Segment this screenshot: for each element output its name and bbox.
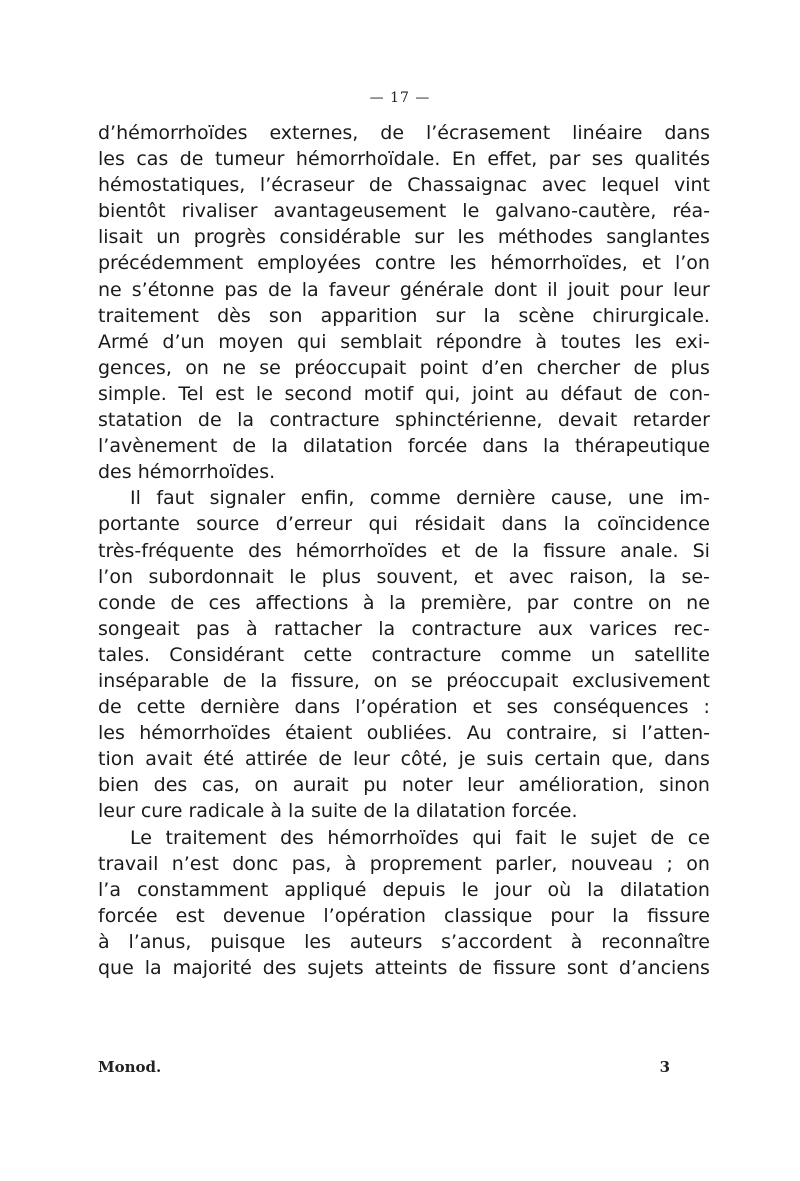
text-line: des hémorrhoïdes. xyxy=(98,461,276,484)
text-line: traitement dès son apparition sur la scène chirurgicale. xyxy=(98,304,710,327)
text-line: forcée est devenue l’opération classique pour la fissure xyxy=(98,904,710,927)
text-line: les cas de tumeur hémorrhoïdale. En effet, par ses qualités xyxy=(98,148,710,171)
text-line: d’hémorrhoïdes externes, de l’écrasement linéaire dans xyxy=(98,122,710,144)
text-line: tion avait été attirée de leur côté, je suis certain que, dans xyxy=(98,748,710,771)
text-line: bientôt rivaliser avantageusement le galvano-cautère, réa- xyxy=(98,200,710,223)
text-line: bien des cas, on aurait pu noter leur amélioration, sinon xyxy=(98,774,710,797)
signature-mark: 3 xyxy=(659,1058,670,1076)
text-line: Le traitement des hémorrhoïdes qui fait le sujet de ce xyxy=(130,826,710,849)
text-line: statation de la contracture sphinctérienne, devait retarder xyxy=(98,409,710,432)
text-line: simple. Tel est le second motif qui, joint au défaut de con- xyxy=(98,382,710,405)
text-line: que la majorité des sujets atteints de fissure sont d’anciens xyxy=(98,957,710,979)
text-line: inséparable de la fissure, on se préoccupait exclusivement xyxy=(98,669,710,692)
text-line: l’avènement de la dilatation forcée dans la thérapeutique xyxy=(98,435,710,458)
text-line: ne s’étonne pas de la faveur générale dont il jouit pour leur xyxy=(98,278,710,301)
text-line: songeait pas à rattacher la contracture aux varices rec- xyxy=(98,617,710,640)
text-line: lisait un progrès considérable sur les méthodes sanglantes xyxy=(98,226,710,249)
text-line: à l’anus, puisque les auteurs s’accordent à reconnaître xyxy=(98,930,710,953)
body-text xyxy=(98,120,710,981)
text-line: de cette dernière dans l’opération et ses conséquences : xyxy=(98,696,710,719)
text-line: portante source d’erreur qui résidait dans la coïncidence xyxy=(98,513,710,536)
text-line: précédemment employées contre les hémorrhoïdes, et l’on xyxy=(98,252,710,275)
paragraph xyxy=(98,120,710,485)
text-line: l’on subordonnait le plus souvent, et avec raison, la se- xyxy=(98,565,710,588)
page-number: — 17 — xyxy=(369,90,431,106)
paragraph xyxy=(98,825,710,982)
text-line: l’a constamment appliqué depuis le jour où la dilatation xyxy=(98,878,710,901)
text-line: gences, on ne se préoccupait point d’en chercher de plus xyxy=(98,356,710,379)
text-line: travail n’est donc pas, à proprement parler, nouveau ; on xyxy=(98,852,710,875)
text-line: Il faut signaler enfin, comme dernière cause, une im- xyxy=(130,487,710,510)
text-line: tales. Considérant cette contracture comme un satellite xyxy=(98,643,710,666)
paragraph xyxy=(98,485,710,824)
text-line: leur cure radicale à la suite de la dilatation forcée. xyxy=(98,800,578,823)
text-line: hémostatiques, l’écraseur de Chassaignac avec lequel vint xyxy=(98,174,710,197)
text-line: très-fréquente des hémorrhoïdes et de la fissure anale. Si xyxy=(98,539,710,562)
footer-author: Monod. xyxy=(98,1058,162,1076)
page-footer xyxy=(98,1058,710,1076)
text-line: conde de ces affections à la première, par contre on ne xyxy=(98,591,710,614)
text-line: Armé d’un moyen qui semblait répondre à toutes les exi- xyxy=(98,330,710,353)
text-line: les hémorrhoïdes étaient oubliées. Au contraire, si l’atten- xyxy=(98,722,710,745)
